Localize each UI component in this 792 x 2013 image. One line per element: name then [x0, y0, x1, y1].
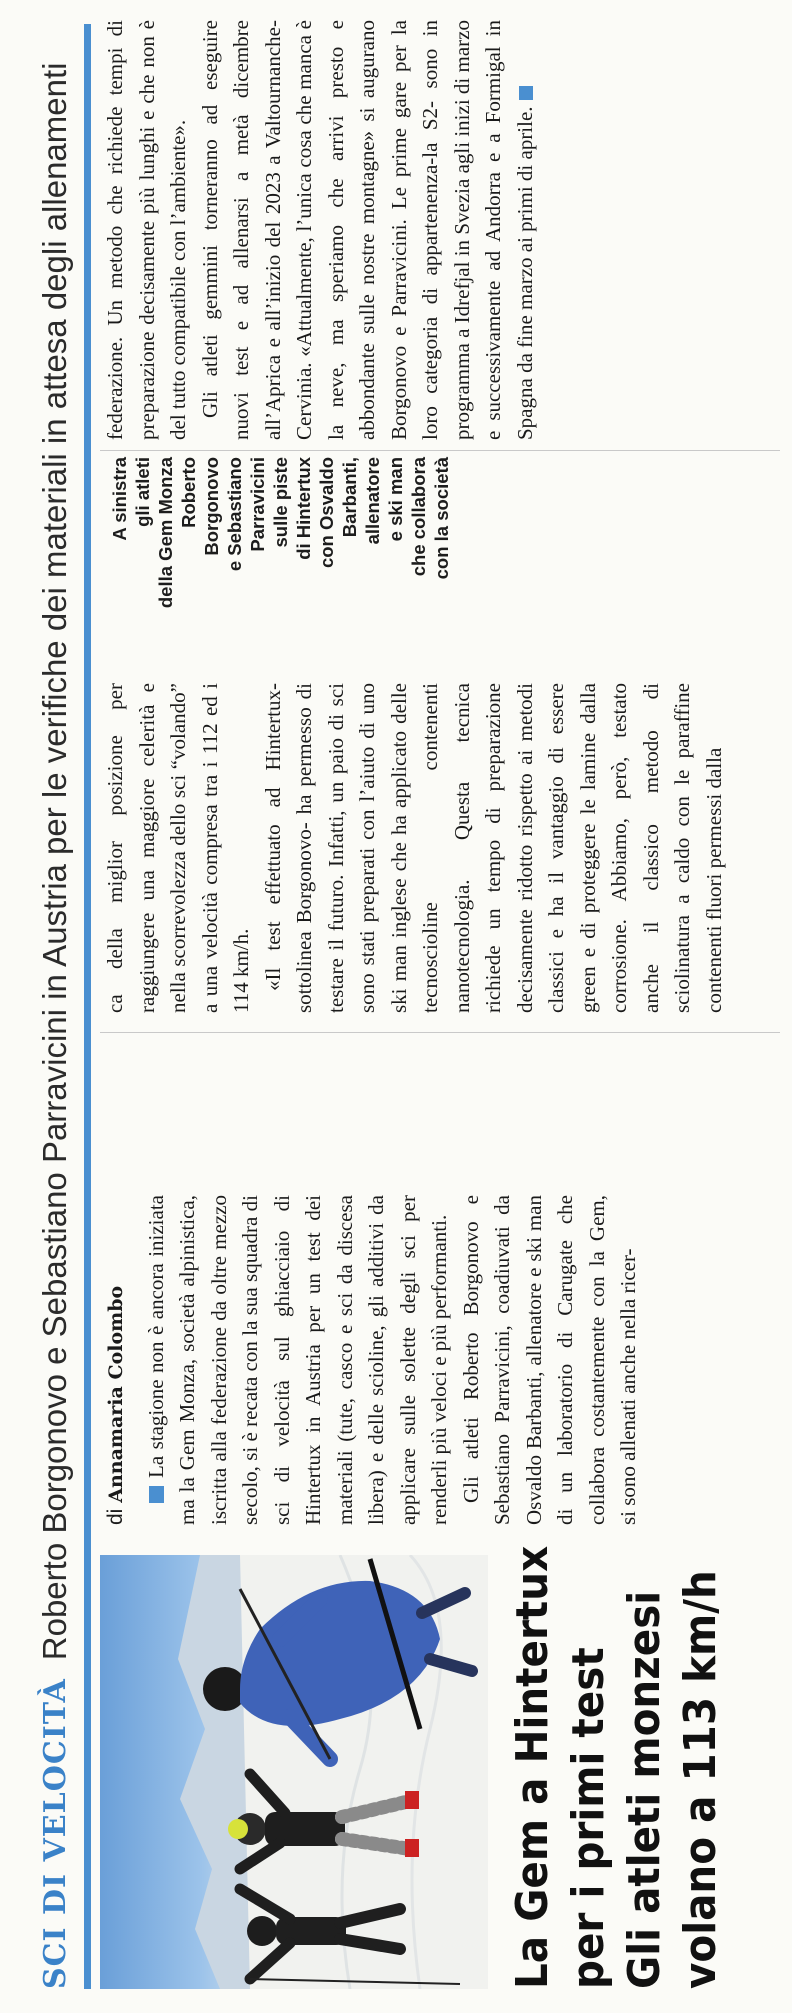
headline-line-2: per i primi test	[563, 1647, 614, 1989]
paragraph-text: Gli atleti gemmini torneranno ad eseguire nuovi test e ad allenarsi a metà dicembre all’Aprica e all’inizio del 2023 a Valtournanche- Cervinia. «Attualmente, l’unica cosa che manca è la neve, ma speriamo che arrivi presto e abbondante sulle nostre montagne» si augurano Borgonovo e Parravicini. Le prime gare per la loro categoria di appartenenza-la S2- sono in programma a Idrefjal in Svezia agli inizi di marzo e successivamente ad Andorra e a Formigal in Spagna da fine marzo ai primi di aprile.	[197, 20, 537, 440]
caption-line: e Sebastiano	[224, 457, 245, 572]
caption-line: Parravicini	[247, 457, 268, 552]
caption-line: gli atleti	[132, 457, 153, 527]
photo-caption	[108, 457, 453, 667]
caption-line: con la società	[431, 457, 452, 580]
caption-line: che collabora	[408, 457, 429, 577]
byline-author: Annamaria Colombo	[105, 1285, 127, 1503]
paragraph	[195, 20, 542, 440]
article-column-2	[100, 683, 780, 1013]
skiers-photo-illustration	[100, 1555, 488, 1989]
headline-line-4: volano a 113 km/h	[675, 1570, 726, 1989]
article-headline	[505, 1545, 729, 1989]
caption-line: della Gem Monza	[155, 457, 176, 609]
article-end-marker	[519, 86, 533, 100]
caption-line: sulle piste	[270, 457, 291, 548]
section-header	[26, 24, 91, 1989]
paragraph: «Il test effettuato ad Hintertux-sottolinea Borgonovo- ha permesso di testare il futuro. Infatti, un paio di sci sono stati preparati con l’aiuto di uno ski man inglese che ha applicato delle tecnoscioline contenenti nanotecnologia. Questa tecnica richiede un tempo di preparazione decisamente ridotto rispetto ai metodi classici e ha il vantaggio di essere green e di proteggere le lamine dalla corrosione. Abbiamo, però, testato anche il classico metodo di sciolinatura a caldo con le paraffine contenenti fluori permessi dalla	[260, 683, 726, 1013]
paragraph: ca della miglior posizione per raggiungere una maggiore celerità e nella scorrevolezza dello sci “volando” a una velocità compresa tra i 112 ed i 114 km/h.	[103, 683, 253, 1013]
column-divider	[100, 450, 780, 451]
headline-line-3: Gli atleti monzesi	[619, 1590, 670, 1989]
paragraph: federazione. Un metodo che richiede tempi di preparazione decisamente più lunghi e che non è del tutto compatibile con l’ambiente».	[103, 20, 190, 440]
paragraph	[141, 1195, 456, 1525]
byline	[100, 1195, 133, 1525]
section-kicker: Roberto Borgonovo e Sebastiano Parravicini in Austria per le verifiche dei materiali in attesa degli allenamenti	[36, 62, 73, 1661]
caption-line: e ski man	[385, 457, 406, 542]
caption-line: Borgonovo	[201, 457, 222, 556]
byline-prefix: di	[104, 1508, 127, 1525]
caption-line: di Hintertux	[293, 457, 314, 560]
caption-line: allenatore	[362, 457, 383, 545]
headline-line-1: La Gem a Hintertux	[507, 1545, 558, 1989]
caption-line: con Osvaldo	[316, 457, 337, 569]
column-divider	[100, 1032, 780, 1033]
caption-line: Barbanti,	[339, 457, 360, 538]
paragraph: Gli atleti Roberto Borgonovo e Sebastiano Parravicini, coadiuvati da Osvaldo Barbanti, allenatore e ski man di un laboratorio di Carugate che collabora costantemente con la Gem, si sono allenati anche nella ricer-	[458, 1195, 640, 1525]
section-label: SCI DI VELOCITÀ	[37, 1678, 73, 1989]
caption-line: A sinistra	[109, 457, 130, 541]
article-photo	[100, 1555, 488, 1989]
article-start-marker	[149, 1486, 164, 1503]
paragraph-text: La stagione non è ancora iniziata ma la Gem Monza, società alpinistica, iscritta alla federazione da oltre mezzo secolo, si è recata con la sua squadra di sci di velocità sul ghiacciaio di Hintertux in Austria per un test dei materiali (tute, casco e sci da discesa libera) e delle scioline, gli additivi da applicare sulle solette degli sci per renderli più veloci e più performanti.	[143, 1195, 451, 1525]
article-column-3	[100, 20, 780, 440]
caption-line: Roberto	[178, 457, 199, 528]
article-column-1	[100, 1195, 780, 1525]
